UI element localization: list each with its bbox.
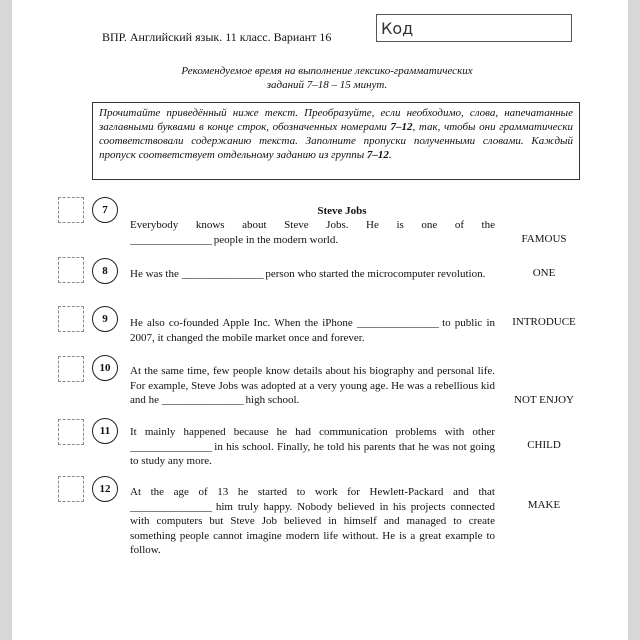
answer-box-8[interactable] <box>58 257 84 283</box>
text-title: Steve Jobs <box>317 205 367 217</box>
task-number-9: 9 <box>92 306 118 332</box>
task-10-blank[interactable]: __________________ <box>161 394 243 406</box>
keyword-8: ONE <box>532 267 556 279</box>
code-label: Код <box>381 19 414 38</box>
instructions-text-1: Прочитайте приведённый ниже текст. Преобразуйте, если необходимо, слова, напечатанные заглавными буквами в конце строк, обозначенных номерами <box>99 107 573 133</box>
task-number-7: 7 <box>92 197 118 223</box>
task-text-8 <box>130 267 495 282</box>
instructions-box <box>92 102 580 180</box>
answer-box-9[interactable] <box>58 306 84 332</box>
task-text-9 <box>130 316 495 345</box>
keyword-7: FAMOUS <box>521 233 567 245</box>
task-8-before: He was the <box>130 268 182 280</box>
task-number-11: 11 <box>92 418 118 444</box>
task-number-10: 10 <box>92 355 118 381</box>
keyword-12: MAKE <box>527 499 561 511</box>
task-11-before: It mainly happened because he had communication problems with other <box>130 426 495 438</box>
instructions-range-2: 7–12 <box>366 149 389 161</box>
task-text-11 <box>130 425 495 469</box>
task-7-line1: Everybody knows about Steve Jobs. He is one of the <box>130 219 495 231</box>
task-9-before: He also co-founded Apple Inc. When the iPhone <box>130 317 357 329</box>
task-number-8: 8 <box>92 258 118 284</box>
task-9-blank[interactable]: __________________ <box>356 317 438 329</box>
task-text-7 <box>130 218 495 247</box>
task-12-after: him truly happy. Nobody believed in his projects connected with computers but Steve Job believed in himself and managed to create something people cannot imagine modern life without. He is a great example to follow. <box>130 500 495 556</box>
task-12-blank[interactable]: __________________ <box>130 500 211 513</box>
task-10-after: high school. <box>242 394 300 406</box>
answer-box-10[interactable] <box>58 356 84 382</box>
answer-box-11[interactable] <box>58 419 84 445</box>
answer-box-12[interactable] <box>58 476 84 502</box>
recommended-time-note: Рекомендуемое время на выполнение лексико-грамматических заданий 7–18 – 15 минут. <box>181 65 473 91</box>
answer-box-7[interactable] <box>58 197 84 223</box>
task-8-blank[interactable]: __________________ <box>181 268 263 280</box>
task-11-blank[interactable]: __________________ <box>130 440 211 453</box>
task-7-after: people in the modern world. <box>211 233 339 246</box>
task-8-after: person who started the microcomputer revolution. <box>262 268 486 280</box>
worksheet-page <box>12 0 628 640</box>
task-number-12: 12 <box>92 476 118 502</box>
task-10-before: At the same time, few people know details about his biography and personal life. For example, Steve Jobs was adopted at a very young age. He was a rebellious kid and he <box>130 365 495 406</box>
task-7-blank[interactable]: __________________ <box>130 233 211 246</box>
task-11-after: in his school. Finally, he told his parents that he was not going to study any more. <box>130 440 495 467</box>
task-9-after: to public in 2007, it changed the mobile market once and forever. <box>130 317 495 344</box>
code-field[interactable] <box>376 14 572 42</box>
instructions-period: . <box>388 149 392 161</box>
task-12-before: At the age of 13 he started to work for Hewlett-Packard and that <box>130 486 495 498</box>
keyword-10: NOT ENJOY <box>514 394 574 406</box>
instructions-range-1: 7–12 <box>390 121 413 133</box>
task-text-12 <box>130 485 495 558</box>
task-text-10 <box>130 364 495 408</box>
keyword-11: CHILD <box>527 439 561 451</box>
keyword-9: INTRODUCE <box>512 316 576 328</box>
page-header-title: ВПР. Английский язык. 11 класс. Вариант 16 <box>102 30 332 44</box>
instructions-text-2: , так, чтобы они грамматически соответствовали содержанию текста. Заполните пропуски полученными словами. Каждый пропуск соответствует отдельному заданию из группы <box>99 121 573 161</box>
